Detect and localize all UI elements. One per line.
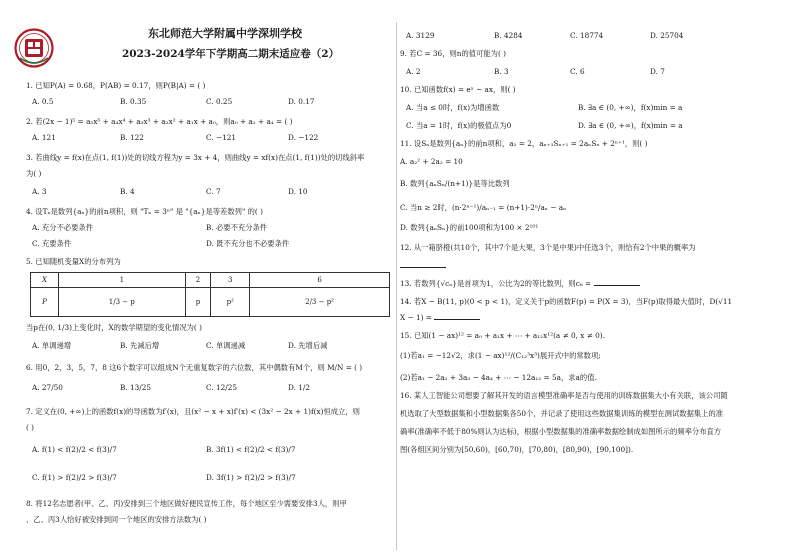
exam-title: 2023-2024学年下学期高二期末适应卷（2）	[122, 48, 340, 60]
q1-option-a: A. 0.5	[32, 97, 54, 106]
q7-option-a: A. f(1) < f(2)/2 < f(3)/7	[32, 445, 117, 454]
question-8-line2: 、乙、丙3人恰好被安排到同一个地区的安排方法数为( )	[26, 515, 207, 524]
q11-option-c: C. 当n ≥ 2时，(n·2ⁿ⁻¹)/aₙ₋₁ = (n+1)·2ⁿ/aₙ − aₙ	[400, 203, 567, 212]
q2-option-c: C. −121	[206, 133, 237, 142]
table-cell: 2/3 − p²	[250, 288, 390, 317]
question-15-part2: (2)若a₁ − 2a₂ + 3a₃ − 4a₄ + ⋯ − 12a₁₂ = 5a，求a的值.	[400, 373, 597, 382]
q4-option-b: B. 必要不充分条件	[206, 223, 268, 232]
question-4: 4. 设Tₙ是数列{aₙ}的前n项积，则 "Tₙ = 3ⁿ" 是 "{aₙ}是等差数列" 的( )	[26, 207, 263, 216]
question-15: 15. 已知(1 − ax)¹² = a₀ + a₁x + ⋯ + a₁₂x¹²(a ≠ 0, x ≠ 0).	[400, 331, 605, 340]
q10-option-b: B. ∃a ∈ (0, +∞)，f(x)min = a	[578, 103, 683, 112]
q6-option-d: D. 1/2	[288, 383, 310, 392]
q6-option-c: C. 12/25	[206, 383, 237, 392]
q9-option-c: C. 6	[570, 67, 585, 76]
q4-option-c: C. 充要条件	[32, 239, 72, 248]
question-16-line4: 图(各组区间分别为[50,60)，[60,70)，[70,80)，[80,90)，[90,100]).	[400, 445, 634, 454]
q3-option-a: A. 3	[32, 187, 47, 196]
q5-option-b: B. 先减后增	[120, 341, 160, 350]
table-cell: p	[185, 288, 211, 317]
answer-blank-13	[594, 285, 640, 286]
q5-option-a: A. 单调递增	[32, 341, 72, 350]
q8-option-d: D. 25704	[650, 31, 684, 40]
school-title: 东北师范大学附属中学深圳学校	[148, 27, 302, 40]
q7-option-b: B. 3f(1) < f(2)/2 < f(3)/7	[206, 445, 296, 454]
distribution-table	[30, 272, 390, 317]
q8-option-c: C. 18774	[570, 31, 604, 40]
school-logo-icon	[14, 28, 54, 68]
table-cell: p²	[211, 288, 250, 317]
q9-option-b: B. 3	[494, 67, 509, 76]
q2-option-d: D. −122	[288, 133, 319, 142]
question-3-line1: 3. 若曲线y = f(x)在点(1, f(1))处的切线方程为y = 3x + 4，则曲线y = xf(x)在点(1, f(1))处的切线斜率	[26, 153, 365, 162]
question-12: 12. 从一箱脐橙(共10个，其中7个是大果，3个是中果)中任选3个，则恰有2个中果的概率为	[400, 243, 696, 252]
question-7-line1: 7. 定义在(0, +∞)上的函数f(x)的导函数为f′(x)，且(x² − x + x)f′(x) < (3x² − 2x + 1)f(x)恒成立，则	[26, 407, 360, 416]
question-14-line1: 14. 若X ~ B(11, p)(0 < p < 1)，定义关于p的函数F(p) = P(X = 3)，当F(p)取得最大值时，D(√11	[400, 297, 733, 306]
q11-option-a: A. a₂² + 2a₂ = 10	[400, 157, 463, 166]
question-11: 11. 设Sₙ是数列{aₙ}的前n项和，a₁ = 2，aₙ₊₁Sₙ₊₁ = 2aₙSₙ + 2ⁿ⁺¹，则( )	[400, 139, 648, 148]
question-13-text: 13. 若数列{√cₙ}是首项为1，公比为2的等比数列，则c₆ =	[400, 279, 592, 288]
q4-option-d: D. 既不充分也不必要条件	[206, 239, 290, 248]
question-5: 5. 已知随机变量X的分布列为	[26, 257, 121, 266]
q2-option-a: A. 121	[32, 133, 56, 142]
question-16-line3: 确率(准确率不低于80%则认为达标)，根据小型数据集的准确率数据绘制成如图所示的频率分布直方	[400, 427, 722, 436]
q8-option-b: B. 4284	[494, 31, 523, 40]
q3-option-c: C. 7	[206, 187, 221, 196]
q11-option-b: B. 数列{aₙSₙ/(n+1)}是等比数列	[400, 179, 510, 188]
q7-option-d: D. 3f(1) > f(2)/2 > f(3)/7	[206, 473, 296, 482]
q8-option-a: A. 3129	[406, 31, 435, 40]
q4-option-a: A. 充分不必要条件	[32, 223, 93, 232]
q9-option-d: D. 7	[650, 67, 665, 76]
question-13	[400, 280, 640, 288]
table-head-cell: 6	[250, 273, 390, 288]
table-head-cell: 2	[185, 273, 211, 288]
q1-option-b: B. 0.35	[120, 97, 147, 106]
q5-option-d: D. 先增后减	[288, 341, 328, 350]
question-14-line2	[400, 314, 480, 322]
table-head-cell: 3	[211, 273, 250, 288]
table-head-cell: 1	[59, 273, 186, 288]
q6-option-b: B. 13/25	[120, 383, 152, 392]
q7-option-c: C. f(1) > f(2)/2 > f(3)/7	[32, 473, 117, 482]
q3-option-d: D. 10	[288, 187, 308, 196]
table-cell: P	[31, 288, 59, 317]
q9-option-a: A. 2	[406, 67, 421, 76]
question-2: 2. 若(2x − 1)⁵ = a₅x⁵ + a₄x⁴ + a₃x³ + a₂x² + a₁x + a₀，则a₀ + a₂ + a₄ = ( )	[26, 117, 293, 126]
q6-option-a: A. 27/50	[32, 383, 63, 392]
question-9: 9. 若C = 36，则n的值可能为( )	[400, 49, 506, 58]
question-6: 6. 用0，2，3，5，7，8 这6个数字可以组成N个无重复数字的六位数，其中偶数有M个，则 M/N = ( )	[26, 363, 363, 372]
column-divider	[396, 22, 397, 550]
q1-option-d: D. 0.17	[288, 97, 315, 106]
q2-option-b: B. 122	[120, 133, 144, 142]
answer-blank-12	[400, 262, 446, 270]
question-16-line1: 16. 某人工智能公司想要了解其开发的语言模型准确率是否与使用的训练数据集大小有关联，该公司随	[400, 391, 728, 400]
table-cell: 1/3 − p	[59, 288, 186, 317]
question-10: 10. 已知函数f(x) = eˣ − ax，则( )	[400, 85, 516, 94]
table-head-cell: X	[31, 273, 59, 288]
q10-option-a: A. 当a ≤ 0时，f(x)为增函数	[406, 103, 500, 112]
question-16-line2: 机选取了大型数据集和小型数据集各50个，并记录了使用这些数据集训练的模型在测试数据集上的准	[400, 409, 724, 418]
question-8-line1: 8. 将12名志愿者(甲、乙、丙)安排到三个地区做好便民宣传工作，每个地区至少需要安排3人，则甲	[26, 499, 347, 508]
question-3-line2: 为( )	[26, 169, 42, 178]
q10-option-c: C. 当a = 1时，f(x)的极值点为0	[406, 121, 512, 130]
q10-option-d: D. ∃a ∈ (0, +∞)，f(x)min = a	[578, 121, 683, 130]
question-1: 1. 已知P(A) = 0.68，P(AB) = 0.17，则P(B|A) = ( )	[26, 81, 206, 90]
question-15-part1: (1)若a₁ = −12√2，求(1 − ax)¹²/(C₁₂³x³)展开式中的常数项;	[400, 351, 601, 360]
answer-blank-14	[434, 319, 480, 320]
q5-option-c: C. 单调递减	[206, 341, 246, 350]
q3-option-b: B. 4	[120, 187, 135, 196]
q1-option-c: C. 0.25	[206, 97, 233, 106]
question-14-text: X − 1) =	[400, 313, 432, 322]
question-5-stem: 当p在(0, 1/3)上变化时，X的数学期望的变化情况为( )	[26, 323, 202, 332]
q11-option-d: D. 数列{aₙSₙ}的前100项和为100 × 2¹⁰¹	[400, 223, 539, 232]
question-7-line2: ( )	[26, 423, 35, 432]
